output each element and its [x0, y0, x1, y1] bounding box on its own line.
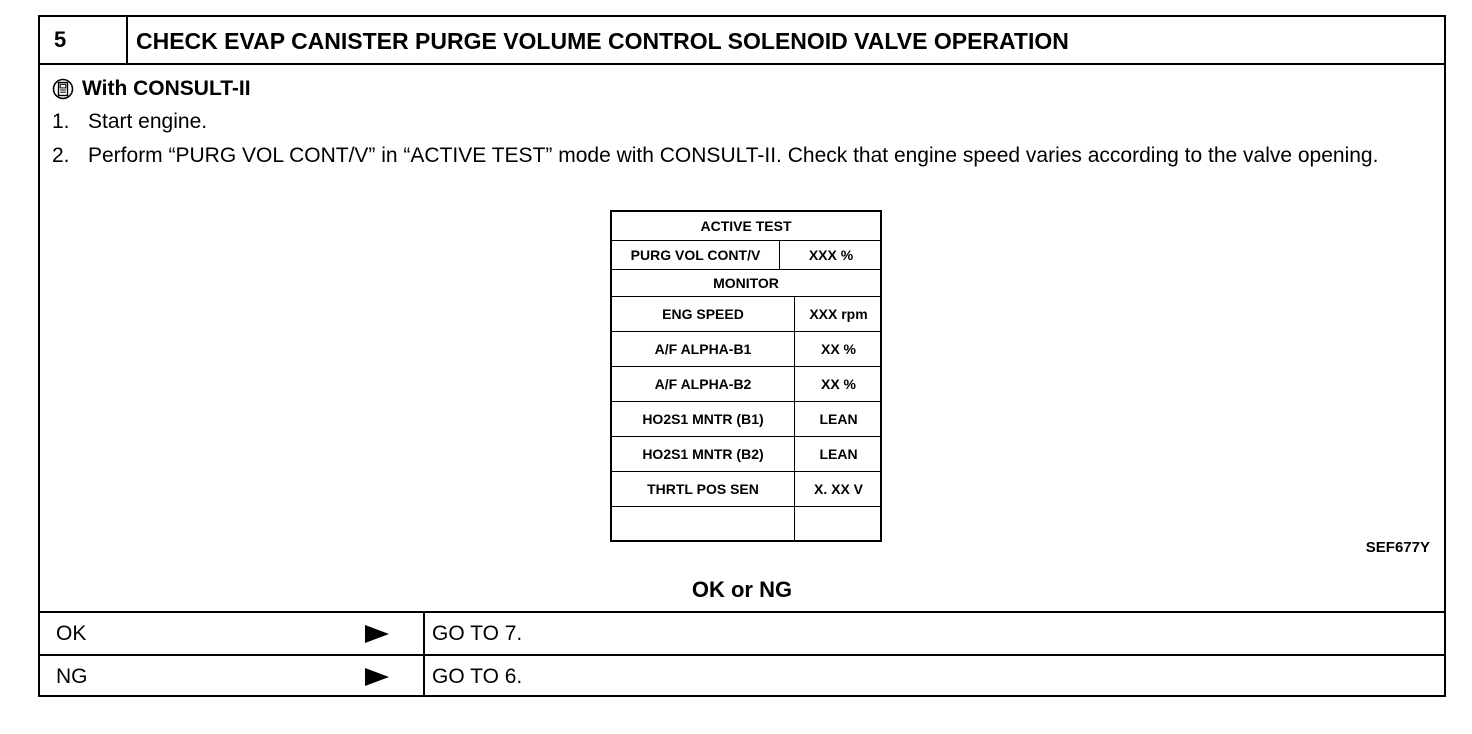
monitor-value: LEAN	[819, 446, 858, 462]
arrow-right-icon	[365, 668, 389, 686]
table-row	[612, 332, 880, 367]
consult-heading	[52, 75, 251, 103]
result-label: OK	[56, 622, 87, 645]
result-action: GO TO 6.	[432, 665, 523, 688]
consult-tool-icon	[52, 78, 74, 100]
table-row	[612, 472, 880, 507]
monitor-value: X. XX V	[813, 481, 864, 497]
monitor-title-row	[612, 270, 880, 297]
monitor-label: THRTL POS SEN	[612, 472, 795, 506]
monitor-label: A/F ALPHA-B2	[612, 367, 795, 401]
step-item-number: 1.	[52, 110, 70, 133]
result-row-ok	[40, 611, 1444, 654]
monitor-label	[612, 507, 795, 542]
procedure-table	[38, 15, 1446, 697]
step-body	[40, 65, 1444, 611]
table-row	[612, 402, 880, 437]
active-test-item-value: XXX %	[808, 247, 854, 263]
monitor-value: XX %	[820, 376, 856, 392]
step-header	[40, 17, 1444, 65]
result-row-ng	[40, 654, 1444, 697]
active-test-title-row	[612, 212, 880, 241]
divider	[423, 613, 425, 654]
monitor-value	[795, 507, 882, 542]
divider	[423, 656, 425, 697]
active-test-title: ACTIVE TEST	[700, 218, 792, 234]
arrow-right-icon	[365, 625, 389, 643]
result-label: NG	[56, 665, 88, 688]
step-list	[52, 105, 1432, 173]
monitor-label: ENG SPEED	[612, 297, 795, 331]
list-item	[52, 105, 1432, 139]
step-item-number: 2.	[52, 144, 70, 167]
monitor-value: XX %	[820, 341, 856, 357]
figure-code: SEF677Y	[1365, 539, 1430, 556]
step-item-text: Perform “PURG VOL CONT/V” in “ACTIVE TEST” mode with CONSULT-II. Check that engine speed varies according to the valve opening.	[88, 144, 1379, 167]
table-row	[612, 437, 880, 472]
monitor-label: A/F ALPHA-B1	[612, 332, 795, 366]
step-title: CHECK EVAP CANISTER PURGE VOLUME CONTROL SOLENOID VALVE OPERATION	[136, 28, 1069, 54]
table-row	[612, 367, 880, 402]
active-test-item-row	[612, 241, 880, 270]
list-item	[52, 139, 1432, 173]
step-number: 5	[40, 17, 128, 63]
monitor-title: MONITOR	[713, 275, 779, 291]
check-result-label: OK or NG	[691, 577, 793, 602]
monitor-value: XXX rpm	[809, 306, 868, 322]
monitor-label: HO2S1 MNTR (B2)	[612, 437, 795, 471]
active-test-item-label: PURG VOL CONT/V	[612, 241, 780, 269]
consult-label: With CONSULT-II	[82, 77, 251, 100]
monitor-label: HO2S1 MNTR (B1)	[612, 402, 795, 436]
table-row	[612, 507, 880, 542]
active-test-screen	[610, 210, 882, 542]
step-item-text: Start engine.	[88, 110, 208, 133]
monitor-value: LEAN	[819, 411, 858, 427]
result-action: GO TO 7.	[432, 622, 523, 645]
table-row	[612, 297, 880, 332]
